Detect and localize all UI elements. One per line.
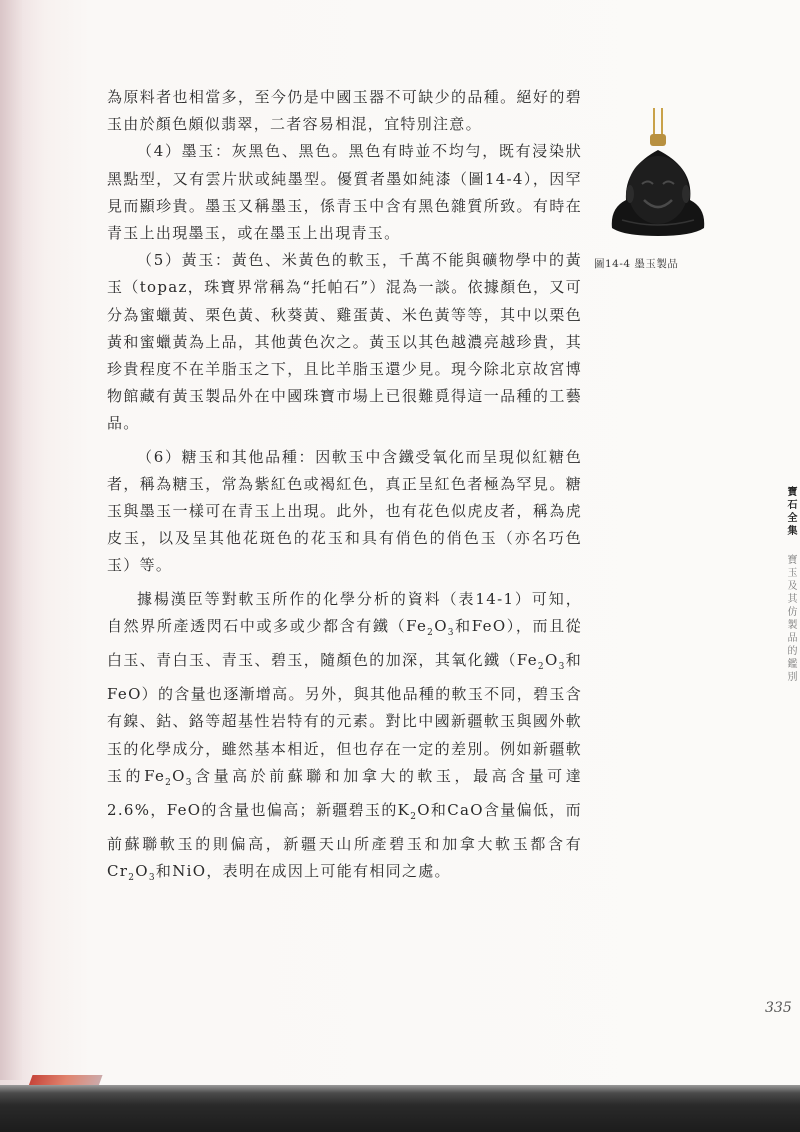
subscript: 3 [185,777,193,788]
paragraph-text: 為原料者也相當多，至今仍是中國玉器不可缺少的品種。絕好的碧玉由於顏色頗似翡翠，二者容易相混，宜特別注意。 [107,88,582,134]
page-number: 335 [765,1000,792,1016]
black-jade-buddha-pendant-icon [592,108,722,268]
chapter-title: 寶玉及其仿製品的鑑別 [785,554,796,685]
subscript: 2 [537,662,545,673]
paragraph-chemical-analysis [107,586,582,893]
paragraph-text: 和NiO，表明在成因上可能有相同之處。 [155,862,451,881]
subscript: 3 [558,662,566,673]
paragraph-text: O [434,616,448,635]
paragraph-text: O和CaO含量偏低，而前蘇聯軟玉的則偏高，新疆天山所產碧玉和加拿大軟玉都含有Cr [107,801,582,881]
paragraph-text: 含量高於前蘇聯和加拿大的軟玉，最高含量可達2.6%，FeO的含量也偏高；新疆碧玉的K [107,766,582,820]
paragraph-tang-yu [107,444,582,580]
paragraph-mo-yu [107,138,582,247]
subscript: 2 [128,873,136,884]
subscript: 3 [148,873,156,884]
scanner-bottom-edge [0,1085,800,1132]
page-gutter-shadow [0,0,22,1080]
figure-black-jade-pendant [592,108,722,268]
side-running-header [776,486,796,684]
paragraph-text: （4）墨玉：灰黑色、黑色。黑色有時並不均勻，既有浸染狀黑點型，又有雲片狀或純墨型。優質者墨如純漆（圖14-4），因罕見而顯珍貴。墨玉又稱墨玉，係青玉中含有黑色雜質所致。有時在青玉上出現墨玉，或在墨玉上出現青玉。 [107,142,582,243]
body-text [107,84,582,893]
subscript: 2 [165,777,173,788]
paragraph-text: （6）糖玉和其他品種：因軟玉中含鐵受氧化而呈現似紅糖色者，稱為糖玉，常為紫紅色或褐紅色，真正呈紅色者極為罕見。糖玉與墨玉一樣可在青玉上出現。此外，也有花色似虎皮者，稱為虎皮玉，以及呈其他花斑色的花玉和具有俏色的俏色玉（亦名巧色玉）等。 [107,447,582,575]
paragraph-intro [107,84,582,138]
paragraph-text: 據楊漢臣等對軟玉所作的化學分析的資料（表14-1）可知，自然界所產透閃石中或多或少都含有鐵（Fe [107,589,582,635]
paragraph-text: O [135,862,149,881]
paragraph-huang-yu [107,247,582,437]
paragraph-text: O [172,766,186,785]
paragraph-text: O [544,651,559,670]
subscript: 2 [410,812,418,823]
paragraph-text: （5）黃玉：黃色、米黃色的軟玉，千萬不能與礦物學中的黃玉（topaz，珠寶界常稱為“托帕石”）混為一談。依據顏色，又可分為蜜蠟黃、栗色黃、秋葵黃、雞蛋黃、米色黃等等，其中以栗色黃和蜜蠟黃為上品，其他黃色次之。黃玉以其色越濃亮越珍貴，其珍貴程度不在羊脂玉之下，且比羊脂玉還少見。現今除北京故宮博物館藏有黃玉製品外在中國珠寶市場上已很難覓得這一品種的工藝品。 [107,251,582,433]
figure-caption: 圖14-4 墨玉製品 [594,258,679,270]
subscript: 2 [427,627,435,638]
subscript: 3 [447,627,455,638]
paragraph-text: 和FeO），而且從白玉、青白玉、青玉、碧玉，隨顏色的加深，其氧化鐵（Fe [107,616,582,670]
paragraph-text: 和FeO）的含量也逐漸增高。另外，與其他品種的軟玉不同，碧玉含有鎳、鈷、鉻等超基性岩特有的元素。對比中國新疆軟玉與國外軟玉的化學成分，雖然基本相近，但也存在一定的差別。例如新疆軟玉的Fe [107,651,582,785]
series-title: 寶石全集 [785,486,796,538]
